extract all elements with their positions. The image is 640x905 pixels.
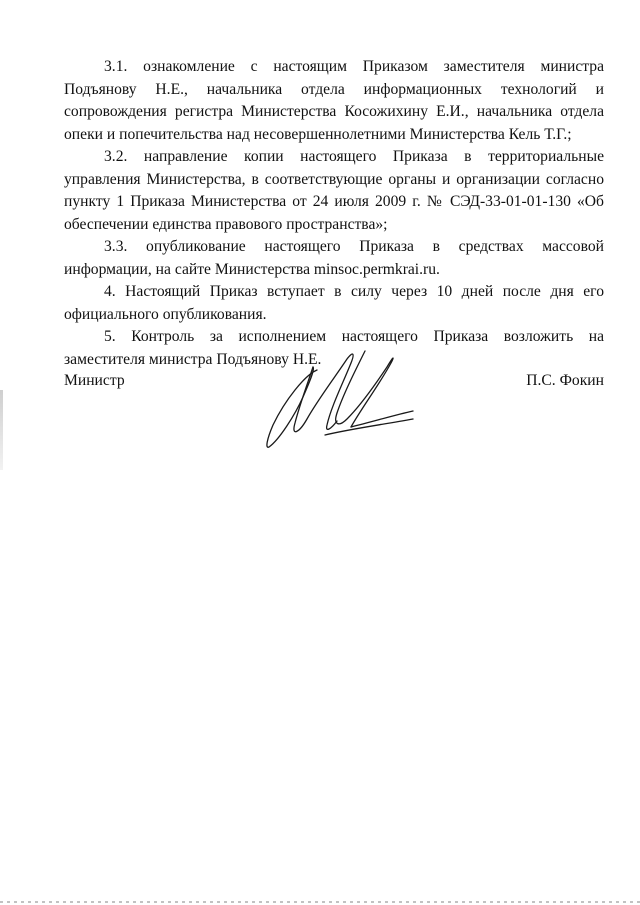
paragraph-3-3: 3.3. опубликование настоящего Приказа в средствах массовой информации, на сайте Министерства minsoc.permkrai.ru. [64,238,604,278]
scan-edge-artifact [0,390,3,470]
paragraph-4: 4. Настоящий Приказ вступает в силу через 10 дней после дня его официального опубликования. [64,283,604,323]
signatory-title: Министр [64,372,125,389]
paragraph-3-1: 3.1. ознакомление с настоящим Приказом заместителя министра Подъянову Н.Е., начальника отдела информационных технологий и сопровождения регистра Министерства Косожихину Е.И., начальника отдела опеки и попечительства над несовершеннолетними Министерства Кель Т.Г.; [64,58,604,143]
paragraph-3-2: 3.2. направление копии настоящего Приказа в территориальные управления Министерства, в соответствующие органы и организации согласно пункту 1 Приказа Министерства от 24 июля 2009 г. № СЭД-33-01-01-130 «Об обеспечении единства правового пространства»; [64,148,604,233]
signatory-name: П.С. Фокин [526,372,604,389]
paragraph-5: 5. Контроль за исполнением настоящего Приказа возложить на заместителя министра Подъянову Н.Е. [64,328,604,368]
scan-bottom-artifact [0,901,640,903]
document-body [64,56,604,371]
handwritten-signature-image [255,345,425,455]
